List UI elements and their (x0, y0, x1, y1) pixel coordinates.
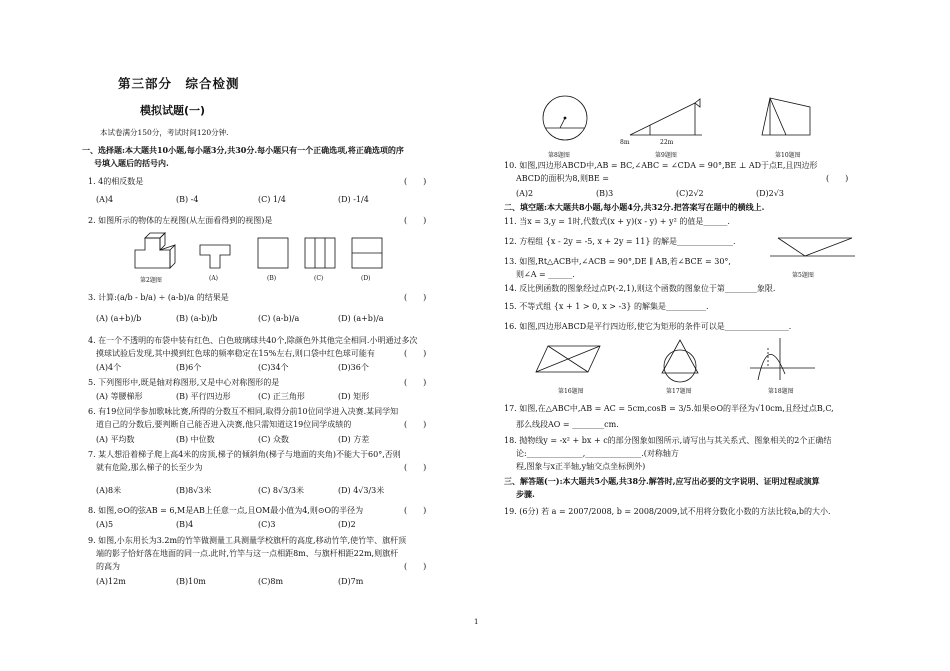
q3-answer-paren: ( ) (404, 293, 427, 302)
q4-option-d: (D)36个 (338, 363, 369, 372)
q6-text: 6. 有19位同学参加歌咏比赛,所得的分数互不相同,取得分前10位同学进入决赛.某同学知 (88, 407, 399, 416)
q9-text-cont: 端的影子恰好落在地面的同一点.此时,竹竿与这一点相距8m、与旗杆相距22m,则旗杆 (96, 549, 399, 558)
q6-option-c: (C) 众数 (258, 435, 289, 444)
q10-answer-paren: ( ) (826, 174, 849, 183)
q4-option-b: (B)6个 (176, 363, 202, 372)
q10-text-cont: ABCD的面积为8,则BE = (516, 174, 609, 183)
section3-heading-cont: 步骤. (516, 489, 535, 499)
q9-text-cont2: 的高为 (96, 562, 120, 571)
q10-option-a: (A)2 (516, 189, 534, 198)
q15-text: 15. 不等式组 {x + 1 > 0, x > -3} 的解集是__________. (504, 302, 709, 311)
q1-text: 1. 4的相反数是 (88, 177, 144, 186)
q2-caption-b: (B) (267, 275, 277, 282)
q3-option-b: (B) (a-b)/b (176, 314, 218, 323)
q3-text: 3. 计算:(a/b - b/a) ÷ (a-b)/a 的结果是 (88, 293, 229, 302)
q2-text: 2. 如图所示的物体的左视图(从左面看得到的视图)是 (88, 216, 273, 225)
q6-option-d: (D) 方差 (338, 435, 370, 444)
q11-text: 11. 当x = 3,y = 1时,代数式(x + y)(x - y) + y² 的值是______. (504, 217, 730, 226)
q8-option-d: (D)2 (338, 520, 356, 529)
q2-option-a-figure (200, 245, 230, 268)
q7-option-a: (A)8米 (96, 486, 122, 495)
q2-solid-figure (135, 233, 175, 268)
q8-option-b: (B)4 (176, 520, 194, 529)
section3-heading: 三、解答题(一):本大题共5小题,共38分.解答时,应写出必要的文字说明、证明过程或演算 (504, 476, 820, 486)
q7-text-cont: 就有危险,那么梯子的长至少为 (96, 463, 203, 472)
q8-answer-paren: ( ) (404, 506, 427, 515)
q17-text-cont: 那么线段AO = ________cm. (516, 420, 619, 429)
page-number: 1 (474, 618, 479, 626)
q7-text: 7. 某人想沿着梯子爬上高4米的房顶,梯子的倾斜角(梯子与地面的夹角)不能大于60°,否则 (88, 450, 401, 459)
q2-option-b-figure (258, 238, 288, 268)
q10-text: 10. 如图,四边形ABCD中,AB = BC,∠ABC = ∠CDA = 90°,BE ⊥ AD于点E,且四边形 (504, 161, 818, 170)
q10-quadrilateral-figure (762, 98, 810, 135)
q6-answer-paren: ( ) (404, 420, 427, 429)
fig9-caption: 第9题图 (655, 152, 677, 159)
q6-option-a: (A) 平均数 (96, 435, 135, 444)
q1-option-b: (B) -4 (176, 195, 199, 204)
q18-text-cont: 论:______________,______________.(对称轴方 (516, 449, 679, 458)
q5-option-b: (B) 平行四边形 (176, 392, 231, 401)
q9-label-22m: 22m (660, 139, 674, 146)
q2-option-c-figure (305, 238, 335, 268)
q9-text: 9. 如图,小东用长为3.2m的竹竿做测量工具测量学校旗杆的高度,移动竹竿,使竹竿、旗杆顶 (88, 536, 407, 545)
q2-figures (130, 230, 420, 275)
q8-text: 8. 如图,⊙O的弦AB = 6,M是AB上任意一点,且OM最小值为4,则⊙O的半径为 (88, 506, 364, 515)
q4-option-a: (A)4个 (96, 363, 122, 372)
q1-option-d: (D) -1/4 (338, 195, 369, 204)
q5-option-d: (D) 矩形 (338, 392, 370, 401)
q2-option-d-figure (352, 238, 382, 268)
q18-text-cont2: 程,图象与x正半轴,y轴交点坐标例外) (516, 462, 646, 471)
q19-text: 19. (6分) 若 a = 2007/2008, b = 2008/2009,试不用将分数化小数的方法比较a,b的大小. (504, 507, 831, 516)
q9-option-d: (D)7m (338, 577, 364, 586)
section1-heading-cont: 号填入题后的括号内. (94, 158, 169, 168)
q6-text-cont: 道自己的分数后,要判断自己能否进入决赛,他只需知道这19位同学成绩的 (96, 420, 352, 429)
q2-caption-a: (A) (209, 275, 219, 282)
q4-answer-paren: ( ) (404, 349, 427, 358)
q7-option-c: (C) 8√3/3米 (258, 486, 304, 495)
q5-option-a: (A) 等腰梯形 (96, 392, 143, 401)
q6-option-b: (B) 中位数 (176, 435, 215, 444)
q13-figure (760, 232, 860, 267)
q4-option-c: (C)34个 (258, 363, 289, 372)
q13-text: 13. 如图,Rt△ACB中,∠ACB = 90°,DE ∥ AB,若∠BCE = 30°, (504, 257, 731, 266)
q9-option-a: (A)12m (96, 577, 126, 586)
part-title: 第三部分 综合检测 (118, 76, 240, 91)
fig13-caption: 第5题图 (792, 272, 814, 279)
fig10-caption: 第10题图 (775, 152, 801, 159)
q7-option-d: (D) 4√3/3米 (338, 486, 385, 495)
q4-text-cont: 摸球试验后发现,其中摸到红色球的频率稳定在15%左右,则口袋中红色球可能有 (96, 349, 375, 358)
fig17-caption: 第17题图 (666, 388, 692, 395)
q14-text: 14. 反比例函数的图象经过点P(-2,1),则这个函数的图象位于第________象限. (504, 284, 776, 293)
q18-parabola-figure (750, 338, 815, 380)
q1-option-c: (C) 1/4 (258, 195, 286, 204)
top-figures (530, 95, 830, 145)
q9-option-c: (C)8m (258, 577, 284, 586)
section1-heading: 一、选择题:本大题共10小题,每小题3分,共30分.每小题只有一个正确选项,将正确选项的序 (82, 145, 404, 155)
q2-answer-paren: ( ) (404, 216, 427, 225)
q3-option-a: (A) (a+b)/b (96, 314, 142, 323)
q10-option-c: (C)2√2 (676, 189, 704, 198)
q2-caption-d: (D) (361, 275, 371, 282)
q9-label-8m: 8m (620, 139, 630, 146)
q7-answer-paren: ( ) (404, 463, 427, 472)
q16-text: 16. 如图,四边形ABCD是平行四边形,使它为矩形的条件可以是________________. (504, 322, 792, 331)
q8-option-c: (C)3 (258, 520, 276, 529)
q4-text: 4. 在一个不透明的布袋中装有红色、白色玻璃球共40个,除颜色外其他完全相同.小明通过多次 (88, 336, 418, 345)
exam-note: 本试卷满分150分，考试时间120分钟. (100, 128, 229, 137)
q9-flagpole-figure (630, 99, 702, 135)
q1-answer-paren: ( ) (404, 177, 427, 186)
q3-option-c: (C) (a-b)/a (258, 314, 300, 323)
q2-caption: 第2题图 (140, 277, 162, 284)
q8-circle-figure (543, 96, 587, 140)
q17-text: 17. 如图,在△ABC中,AB = AC = 5cm,cosB = 3/5.如果⊙O的半径为√10cm,且经过点B,C, (504, 404, 834, 413)
q8-option-a: (A)5 (96, 520, 114, 529)
page-subtitle: 模拟试题(一) (140, 104, 206, 117)
q1-option-a: (A)4 (96, 195, 114, 204)
q5-option-c: (C) 正三角形 (258, 392, 305, 401)
middle-figures (530, 338, 820, 388)
section2-heading: 二、填空题:本大题共8小题,每小题4分,共32分.把答案写在题中的横线上. (504, 202, 765, 212)
q7-option-b: (B)8√3米 (176, 486, 212, 495)
q9-option-b: (B)10m (176, 577, 206, 586)
q3-option-d: (D) (a+b)/a (338, 314, 384, 323)
q2-caption-c: (C) (314, 275, 324, 282)
q12-text: 12. 方程组 {x - 2y = -5, x + 2y = 11} 的解是______________. (504, 237, 736, 246)
q17-triangle-figure (662, 340, 698, 382)
q9-answer-paren: ( ) (404, 562, 427, 571)
q18-text: 18. 抛物线y = -x² + bx + c的部分图象如图所示,请写出与其关系式、图象相关的2个正确结 (504, 436, 832, 445)
q5-answer-paren: ( ) (404, 378, 427, 387)
q10-option-d: (D)2√3 (756, 189, 784, 198)
q16-parallelogram-figure (536, 346, 600, 372)
fig8-caption: 第8题图 (548, 152, 570, 159)
q13-text-cont: 则∠A = ______. (516, 270, 575, 279)
fig16-caption: 第16题图 (558, 388, 584, 395)
fig18-caption: 第18题图 (768, 388, 794, 395)
q10-option-b: (B)3 (596, 189, 614, 198)
q5-text: 5. 下列图形中,既是轴对称图形,又是中心对称图形的是 (88, 378, 280, 387)
